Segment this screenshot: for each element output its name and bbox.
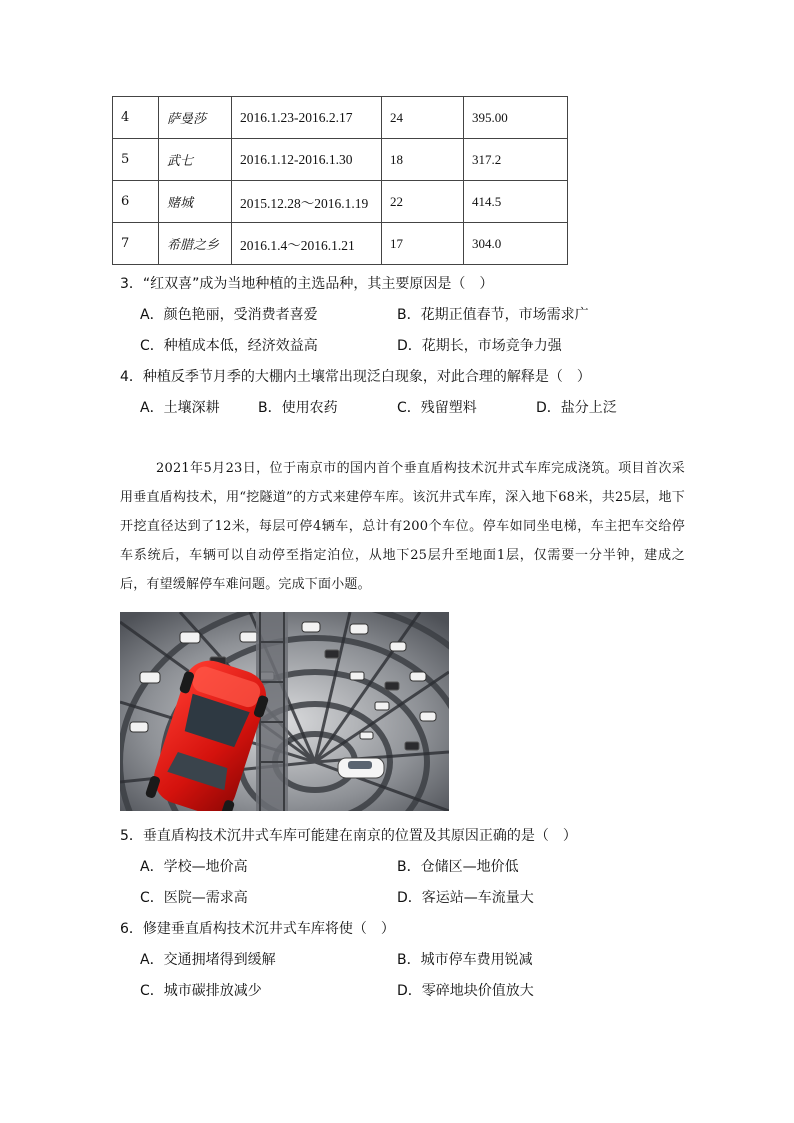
question-6-option-d: D．零碎地块价值放大: [397, 983, 534, 999]
table-cell: 22: [382, 181, 464, 223]
table-cell: 萨曼莎: [159, 97, 232, 139]
question-6-option-c: C．城市碳排放减少: [140, 983, 262, 999]
question-4-option-c: C．残留塑料: [397, 400, 477, 416]
table-row: [113, 223, 568, 265]
question-6-stem: 6．修建垂直盾构技术沉井式车库将使（ ）: [120, 921, 395, 937]
table-cell: 2016.1.12-2016.1.30: [232, 139, 382, 181]
data-table: [112, 96, 568, 265]
question-6-option-b: B．城市停车费用锐减: [397, 952, 533, 968]
table-cell: 4: [113, 97, 159, 139]
question-5-option-c: C．医院—需求高: [140, 890, 248, 906]
question-3-option-c: C．种植成本低，经济效益高: [140, 338, 318, 354]
question-4-option-b: B．使用农药: [258, 400, 338, 416]
question-5-option-a: A．学校—地价高: [140, 859, 248, 875]
table-cell: 395.00: [464, 97, 568, 139]
table-cell: 2015.12.28～2016.1.19: [232, 181, 382, 223]
question-6-option-a: A．交通拥堵得到缓解: [140, 952, 276, 968]
table-cell: 2016.1.23-2016.2.17: [232, 97, 382, 139]
table-cell: 414.5: [464, 181, 568, 223]
parking-tower-photo: [120, 612, 449, 811]
table-cell: 2016.1.4～2016.1.21: [232, 223, 382, 265]
table-row: [113, 139, 568, 181]
question-3-option-d: D．花期长，市场竞争力强: [397, 338, 562, 354]
question-4-stem: 4．种植反季节月季的大棚内土壤常出现泛白现象，对此合理的解释是（ ）: [120, 369, 591, 385]
question-3-option-b: B．花期正值春节，市场需求广: [397, 307, 589, 323]
question-3-stem: 3．“红双喜”成为当地种植的主选品种，其主要原因是（ ）: [120, 276, 494, 292]
table-cell: 希腊之乡: [159, 223, 232, 265]
table-row: [113, 97, 568, 139]
question-5-option-d: D．客运站—车流量大: [397, 890, 534, 906]
question-5-stem: 5．垂直盾构技术沉井式车库可能建在南京的位置及其原因正确的是（ ）: [120, 828, 577, 844]
table-cell: 24: [382, 97, 464, 139]
table-cell: 17: [382, 223, 464, 265]
question-4-option-d: D．盐分上泛: [536, 400, 617, 416]
table-cell: 7: [113, 223, 159, 265]
reading-passage: 2021年5月23日，位于南京市的国内首个垂直盾构技术沉井式车库完成浇筑。项目首次采用垂直盾构技术，用“挖隧道”的方式来建停车库。该沉井式车库，深入地下68米，共25层，地下开挖直径达到了12米，每层可停4辆车，总计有200个车位。停车如同坐电梯，车主把车交给停车系统后，车辆可以自动停至指定泊位，从地下25层升至地面1层，仅需要一分半钟，建成之后，有望缓解停车难问题。完成下面小题。: [120, 461, 685, 592]
table-cell: 317.2: [464, 139, 568, 181]
table-cell: 武七: [159, 139, 232, 181]
table-cell: 18: [382, 139, 464, 181]
question-4-option-a: A．土壤深耕: [140, 400, 220, 416]
table-cell: 赌城: [159, 181, 232, 223]
question-5-option-b: B．仓储区—地价低: [397, 859, 519, 875]
table-cell: 304.0: [464, 223, 568, 265]
table-cell: 6: [113, 181, 159, 223]
question-3-option-a: A．颜色艳丽，受消费者喜爱: [140, 307, 318, 323]
table-cell: 5: [113, 139, 159, 181]
table-row: [113, 181, 568, 223]
